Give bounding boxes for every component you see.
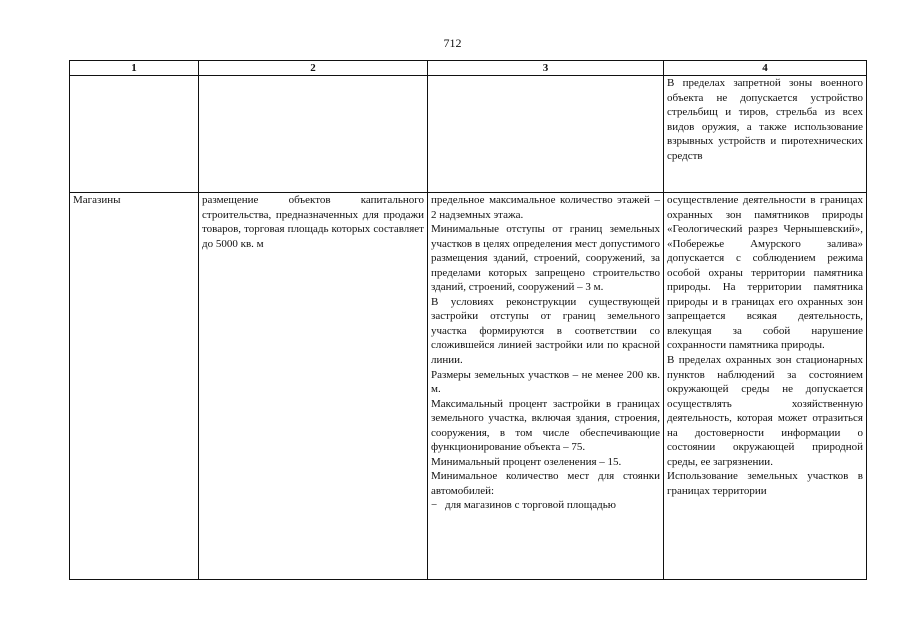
column-header-2: 2 — [199, 61, 428, 76]
cell-military-zone-restrictions — [664, 76, 867, 193]
cell-land-use-type — [70, 193, 199, 580]
cell-restrictions — [664, 193, 867, 580]
cell-empty — [428, 76, 664, 193]
parameter-paragraph: Минимальные отступы от границ земельных участков в целях определения мест допустимого размещения зданий, строений, сооружений, за пределами которых запрещено строительство зданий, строений, сооружений – 3 м. — [431, 223, 660, 294]
table-header-row — [70, 61, 867, 76]
parameter-paragraph: Размеры земельных участков – не менее 200 кв. м. — [431, 368, 660, 396]
cell-empty — [199, 76, 428, 193]
column-header-1: 1 — [70, 61, 199, 76]
column-header-4: 4 — [664, 61, 867, 76]
parameter-paragraph: Максимальный процент застройки в границах земельного участка, включая здания, строения, сооружения, в том числе обеспечивающие функционирование объекта – 75. — [431, 397, 660, 454]
column-header-3: 3 — [428, 61, 664, 76]
table-row-shops — [70, 193, 867, 580]
page-number: 712 — [443, 36, 462, 50]
parameter-paragraph: В условиях реконструкции существующей застройки отступы от границ земельного участка формируются в соответствии со сложившейся линией застройки или по красной линии. — [431, 295, 660, 367]
restriction-paragraph: Использование земельных участков в границах территории — [667, 470, 863, 497]
restriction-text: В пределах запретной зоны военного объекта не допускается устройство стрельбищ и тиров, стрельба из всех видов оружия, а также использование взрывных устройств и пиротехнических средств — [667, 77, 863, 162]
zoning-regulations-table — [69, 60, 867, 580]
parameter-paragraph: предельное максимальное количество этажей – 2 надземных этажа. — [431, 194, 660, 221]
cell-use-description — [199, 193, 428, 580]
bullet-dash: − — [431, 499, 438, 512]
cell-empty — [70, 76, 199, 193]
use-description-text: размещение объектов капитального строительства, предназначенных для продажи товаров, торговая площадь которых составляет до 5000 кв. м — [202, 194, 424, 250]
parameter-paragraph: Минимальный процент озеленения – 15. — [431, 455, 622, 468]
land-use-name: Магазины — [73, 194, 121, 206]
bullet-text: для магазинов с торговой площадью — [445, 499, 616, 512]
table-row-continuation — [70, 76, 867, 193]
restriction-paragraph: В пределах охранных зон стационарных пунктов наблюдений за состоянием окружающей среды не допускается осуществлять хозяйственную деятельность, которая может отразиться на достоверности информации о состоянии окружающей природной среды, ее загрязнении. — [667, 354, 863, 468]
cell-building-parameters — [428, 193, 664, 580]
parameter-bullet — [431, 498, 660, 513]
restriction-paragraph: осуществление деятельности в границах охранных зон памятников природы «Геологический разрез Чернышевский», «Побережье Амурского залива» допускается с соблюдением режима особой охраны территории памятника природы. На территории памятника природы и в границах его охранных зон запрещается всякая деятельность, влекущая за собой нарушение сохранности памятника природы. — [667, 194, 863, 352]
parameter-paragraph: Минимальное количество мест для стоянки автомобилей: — [431, 470, 660, 497]
